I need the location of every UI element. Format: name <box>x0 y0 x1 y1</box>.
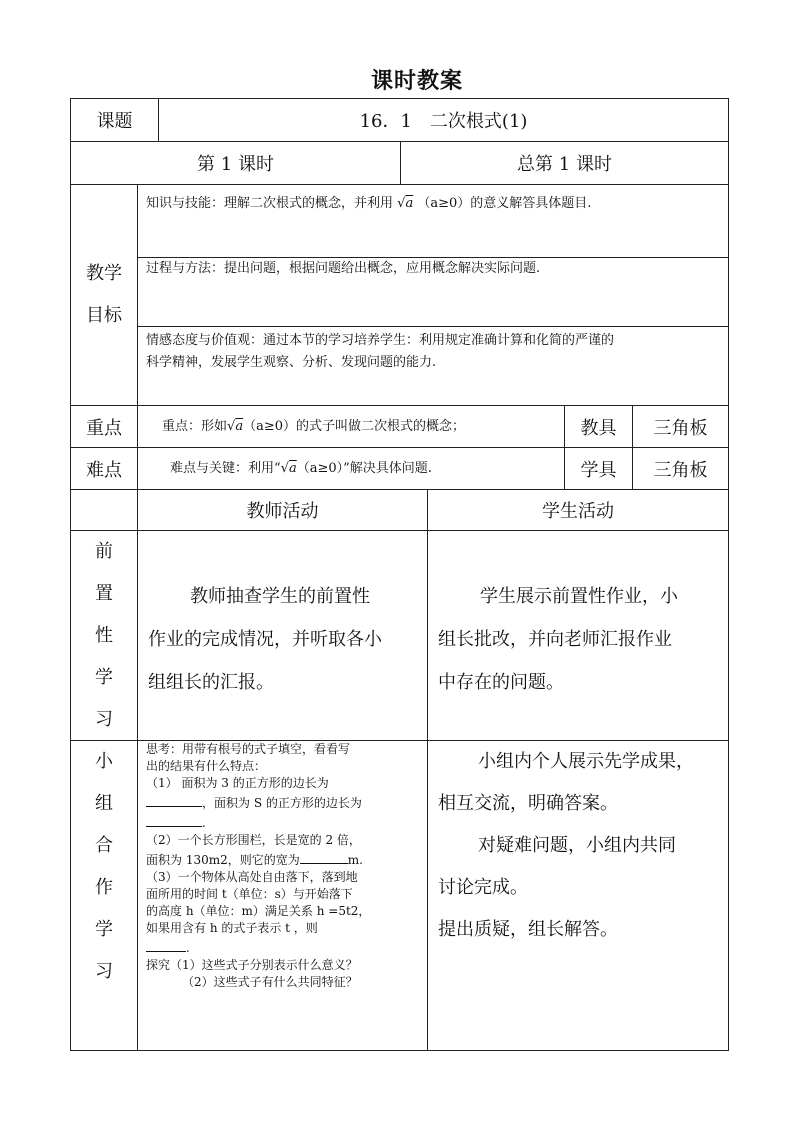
group-student-line: 对疑难问题，小组内共同 <box>478 835 676 856</box>
key-text-post: （a≥0）的式子叫做二次根式的概念； <box>243 419 465 434</box>
preview-student-line: 中存在的问题。 <box>438 672 564 693</box>
sqrt-arg: a <box>405 196 414 211</box>
group-teacher-line: （2）这些式子有什么共同特征？ <box>182 975 358 989</box>
preview-student-line: 学生展示前置性作业，小 <box>480 586 678 607</box>
group-teacher-cell <box>137 740 428 1051</box>
topic-value: 16．1 二次根式(1) <box>359 111 528 132</box>
goals-label-line2: 目标 <box>86 305 122 326</box>
key-tool-label: 教具 <box>580 417 617 439</box>
key-tool-label-cell <box>564 405 633 448</box>
group-label-char: 小 <box>95 751 113 772</box>
group-student-line: 提出质疑，组长解答。 <box>438 919 618 940</box>
goals-label-line1: 教学 <box>86 263 122 284</box>
sqrt-symbol: √ <box>397 196 406 211</box>
goal-emotion-line2: 科学精神，发展学生观察、分析、发现问题的能力. <box>146 355 437 370</box>
goals-label-cell <box>70 184 138 406</box>
page-title: 课时教案 <box>370 68 463 94</box>
group-teacher-line: （1） 面积为 3 的正方形的边长为 <box>146 776 329 790</box>
group-label-char: 组 <box>95 793 113 814</box>
sqrt-symbol: √ <box>280 461 289 476</box>
difficult-tool-value-cell <box>632 447 729 490</box>
group-label-char: 学 <box>95 919 113 940</box>
topic-label: 课题 <box>96 111 133 132</box>
group-teacher-line: 面所用的时间 t（单位：s）与开始落下 <box>146 887 353 901</box>
group-student-line: 相互交流，明确答案。 <box>438 793 618 814</box>
group-teacher-line: 如果用含有 h 的式子表示 t ，则 <box>146 921 318 935</box>
lesson-current: 第 1 课时 <box>197 154 274 175</box>
preview-teacher-line: 教师抽查学生的前置性 <box>190 586 370 607</box>
group-teacher-line: 思考：用带有根号的式子填空，看看写 <box>146 742 351 756</box>
difficult-text-cell <box>137 447 565 490</box>
preview-label-char: 习 <box>95 708 113 730</box>
group-student-cell <box>427 740 729 1051</box>
preview-teacher-line: 作业的完成情况，并听取各小 <box>148 629 382 650</box>
student-activity-header: 学生活动 <box>542 501 614 522</box>
key-text-pre: 重点：形如 <box>162 419 228 434</box>
key-label-cell <box>70 405 138 448</box>
key-tool-value: 三角板 <box>653 417 708 439</box>
student-activity-header-cell <box>427 489 729 531</box>
difficult-text-pre: 难点与关键：利用“ <box>170 461 281 476</box>
key-tool-value-cell <box>632 405 729 448</box>
sqrt-a-expression <box>397 196 413 211</box>
difficult-label-cell <box>70 447 138 490</box>
answer-blank[interactable] <box>146 937 186 952</box>
preview-student-cell <box>427 530 729 741</box>
group-teacher-line: 的高度 h（单位：m）满足关系 h =5t2， <box>146 904 371 918</box>
preview-teacher-cell <box>137 530 428 741</box>
preview-teacher-line: 组组长的汇报。 <box>148 672 274 693</box>
topic-value-cell <box>158 98 729 142</box>
preview-student-line: 组长批改，并向老师汇报作业 <box>438 629 672 650</box>
group-teacher-line: 出的结果有什么特点： <box>146 759 267 773</box>
preview-label-char: 性 <box>95 624 113 646</box>
group-student-line: 讨论完成。 <box>438 877 528 898</box>
group-teacher-line: . <box>146 937 422 957</box>
key-text-cell <box>137 405 565 448</box>
answer-blank[interactable] <box>146 812 202 827</box>
sqrt-arg: a <box>235 419 244 434</box>
difficult-text-post: （a≥0）”解决具体问题. <box>296 461 432 476</box>
group-label-char: 作 <box>95 877 113 898</box>
sqrt-arg: a <box>288 461 297 476</box>
topic-label-cell <box>70 98 159 142</box>
group-teacher-line: . <box>146 812 422 832</box>
difficult-tool-label-cell <box>564 447 633 490</box>
group-label-char: 合 <box>95 835 113 856</box>
lesson-total: 总第 1 课时 <box>517 154 612 175</box>
sqrt-a-expression <box>227 416 243 437</box>
teacher-activity-header-cell <box>137 489 428 531</box>
difficult-tool-value: 三角板 <box>653 459 708 481</box>
key-label: 重点 <box>86 417 122 439</box>
group-label-char: 习 <box>95 961 113 982</box>
group-label-cell <box>70 740 138 1051</box>
goal-process-text: 过程与方法：提出问题，根据问题给出概念，应用概念解决实际问题. <box>146 261 541 276</box>
preview-label-char: 置 <box>95 582 113 604</box>
group-student-line: 小组内个人展示先学成果， <box>478 751 694 772</box>
sqrt-symbol: √ <box>227 419 236 434</box>
preview-label-char: 前 <box>95 540 113 562</box>
sqrt-a-expression <box>281 458 297 479</box>
teacher-activity-header: 教师活动 <box>246 501 319 522</box>
lesson-current-cell <box>70 141 401 185</box>
group-teacher-line: （2）一个长方形围栏，长是宽的 2 倍， <box>146 833 361 847</box>
answer-blank[interactable] <box>146 792 202 807</box>
answer-blank[interactable] <box>300 849 348 864</box>
difficult-tool-label: 学具 <box>580 459 617 481</box>
goal-knowledge-pre: 知识与技能：理解二次根式的概念，并利用 <box>146 196 394 211</box>
preview-label-cell <box>70 530 138 741</box>
goal-emotion-line1: 情感态度与价值观：通过本节的学习培养学生：利用规定准确计算和化简的严谨的 <box>146 333 615 348</box>
group-teacher-line: 面积为 130m2，则它的宽为 m. <box>146 849 422 869</box>
preview-label-char: 学 <box>95 666 113 688</box>
goal-knowledge-post: （a≥0）的意义解答具体题目. <box>417 196 592 211</box>
group-teacher-line: 探究（1）这些式子分别表示什么意义？ <box>146 958 358 972</box>
group-teacher-line: ，面积为 S 的正方形的边长为 <box>146 792 422 812</box>
difficult-label: 难点 <box>86 459 122 481</box>
group-teacher-line: （3）一个物体从高处自由落下，落到地 <box>146 870 358 884</box>
activity-blank-cell <box>70 489 138 531</box>
lesson-total-cell <box>400 141 729 185</box>
goal-knowledge-text <box>146 193 591 215</box>
